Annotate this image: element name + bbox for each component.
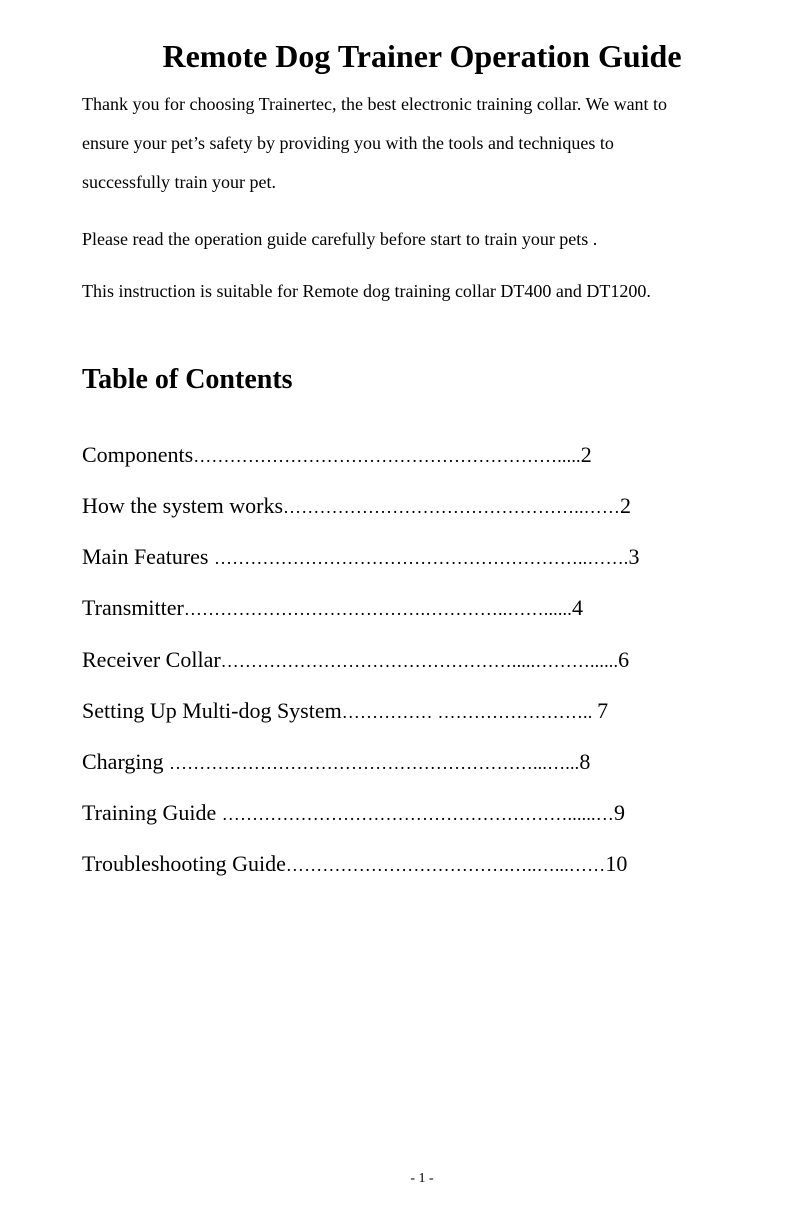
toc-leader: ……………………………………………………...…... — [168, 753, 580, 773]
toc-page: 6 — [618, 647, 630, 672]
toc-entry-setting-up-multi-dog-system — [82, 697, 608, 726]
toc-label: Training Guide — [82, 800, 222, 825]
toc-page: 10 — [605, 851, 628, 876]
toc-label: Charging — [82, 749, 169, 774]
document-title: Remote Dog Trainer Operation Guide — [162, 38, 682, 75]
intro-line-1: Thank you for choosing Trainertec, the best electronic training collar. We want to — [82, 94, 668, 114]
toc-entry-training-guide — [82, 799, 625, 828]
toc-entry-how-the-system-works — [82, 492, 631, 521]
toc-leader: ……………………………………………………..... — [193, 446, 581, 466]
toc-label: Receiver Collar — [82, 647, 221, 672]
intro-line-3: successfully train your pet. — [82, 172, 276, 192]
toc-entry-main-features — [82, 543, 639, 572]
toc-label: How the system works — [82, 493, 284, 518]
toc-leader: …………………………………………………......… — [221, 804, 614, 824]
toc-leader: ……………………………………………………..……. — [213, 548, 629, 568]
toc-heading: Table of Contents — [82, 364, 293, 395]
toc-leader: …………………………………………..…… — [283, 497, 621, 517]
toc-entry-receiver-collar — [82, 646, 629, 675]
toc-page: 2 — [620, 493, 632, 518]
toc-label: Transmitter — [82, 595, 184, 620]
applicability-text: This instruction is suitable for Remote dog training collar DT400 and DT1200. — [82, 281, 651, 301]
toc-entry-components — [82, 441, 592, 470]
toc-label: Setting Up Multi-dog System — [82, 698, 342, 723]
notice-text: Please read the operation guide carefully before start to train your pets . — [82, 229, 598, 249]
toc-entry-charging — [82, 748, 590, 777]
toc-entry-troubleshooting-guide — [82, 850, 627, 879]
toc-page: 4 — [571, 595, 583, 620]
toc-entry-transmitter — [82, 594, 583, 623]
toc-page: 7 — [597, 698, 609, 723]
toc-page: 3 — [628, 544, 640, 569]
toc-label: Troubleshooting Guide — [82, 851, 286, 876]
toc-label: Components — [82, 442, 194, 467]
toc-leader: ………………………………………….....………...... — [220, 651, 619, 671]
toc-page: 2 — [580, 442, 592, 467]
intro-line-2: ensure your pet’s safety by providing you with the tools and techniques to — [82, 133, 614, 153]
page-number: - 1 - — [410, 1171, 434, 1186]
toc-label: Main Features — [82, 544, 214, 569]
toc-leader: …………… …………………….. — [341, 702, 598, 722]
toc-page: 9 — [613, 800, 625, 825]
toc-leader: ………………………………….…………..……...... — [183, 599, 572, 619]
toc-page: 8 — [579, 749, 591, 774]
toc-leader: ……………………………….…..…...…… — [285, 855, 606, 875]
